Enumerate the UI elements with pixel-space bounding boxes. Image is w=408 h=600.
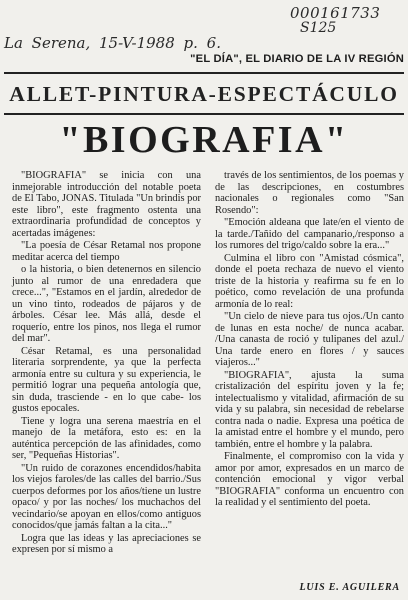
article-byline: LUIS E. AGUILERA [299, 582, 400, 593]
paragraph: "Emoción aldeana que late/en el viento de la tarde./Tañido del campanario,/responso a los rumores del trigo/caldo sobre la era..." [215, 217, 404, 251]
handwritten-archive-number: 000161733 [290, 4, 381, 22]
top-rule [4, 72, 404, 74]
paragraph: "Un ruido de corazones encendidos/habita los viejos faroles/de las calles del barrio./Sus cuerpos deformes por los años/tiene un lustre opaco/ y por las noches/ los muchachos del vecindario/se apoyan en ellos/como antiguos conocidos/que jamás faltan a la cita..." [12, 462, 201, 531]
article-column-left [12, 170, 201, 557]
article-headline: "BIOGRAFIA" [59, 119, 349, 161]
paragraph: Tiene y logra una serena maestría en el manejo de la metáfora, esto es: en la auténtica percepción de las afinidades, como ser, "Pequeñas Historias". [12, 415, 201, 461]
paragraph: "Un cielo de nieve para tus ojos./Un canto de lunas en esta noche/ de nunca acabar. /Una canasta de roció y tulipanes del azul./ Una tarde enero en flores / y sauces viajeros..." [215, 311, 404, 368]
paragraph: o la historia, o bien detenernos en silencio junto al rumor de una enredadera que crece...", "Estamos en el jardín, alrededor de un vino tinto, rodeados de pájaros y de árboles. César lee. Más allá, desde el roquerío, entre los pinos, nos llega el rumor del mar". [12, 264, 201, 344]
handwritten-archive-code: S125 [300, 20, 337, 36]
paragraph: Logra que las ideas y las apreciaciones se expresen por sí mismo a [12, 532, 201, 555]
paragraph: "La poesía de César Retamal nos propone meditar acerca del tiempo [12, 240, 201, 263]
paragraph: "BIOGRAFIA", ajusta la suma cristalización del espíritu joven y la fe; intelectualismo y vitalidad, afirmación de su vida y su palabra, sin necesidad de rebelarse contra nada o nadie. Expresa una poética de la amistad entre el hombre y el mundo, pero también, entre el hombre y la palabra. [215, 369, 404, 450]
bottom-rule [4, 113, 404, 115]
paragraph: "BIOGRAFIA" se inicia con una inmejorable introducción del notable poeta de El Tabo, JONAS. Titulada "Un brindis por este libro", este fragmento ostenta una extraordinaria profundidad de conceptos y acertadas imágenes: [12, 170, 201, 239]
paragraph: Finalmente, el compromiso con la vida y amor por amor, expresados en un marco de contención emocional y vigor verbal "BIOGRAFIA" conforma un encuentro con la realidad y el sentimiento del poeta. [215, 451, 404, 508]
handwritten-date: La Serena, 15-V-1988 p. 6. [4, 34, 221, 52]
paragraph: través de los sentimientos, de los poemas y de las descripciones, en costumbres nacionales o regionales como "San Rosendo": [215, 170, 404, 216]
paragraph: César Retamal, es una personalidad literaria sorprendente, ya que la perfecta armonía entre su cultura y su experiencia, le permitió lograr una pequeña antología que, sin duda, trasciende - en lo que cabe- los gustos epocales. [12, 345, 201, 414]
paragraph: Culmina el libro con "Amistad cósmica", donde el poeta rechaza de nuevo el viento triste de la historia y reafirma su fe en lo poético, como revelación de una profunda armonía de lo real: [215, 252, 404, 310]
section-header: ALLET-PINTURA-ESPECTÁCULO [9, 82, 399, 106]
newspaper-tagline: "EL DÍA", EL DIARIO DE LA IV REGIÓN [190, 53, 404, 65]
article-column-right [215, 170, 404, 510]
